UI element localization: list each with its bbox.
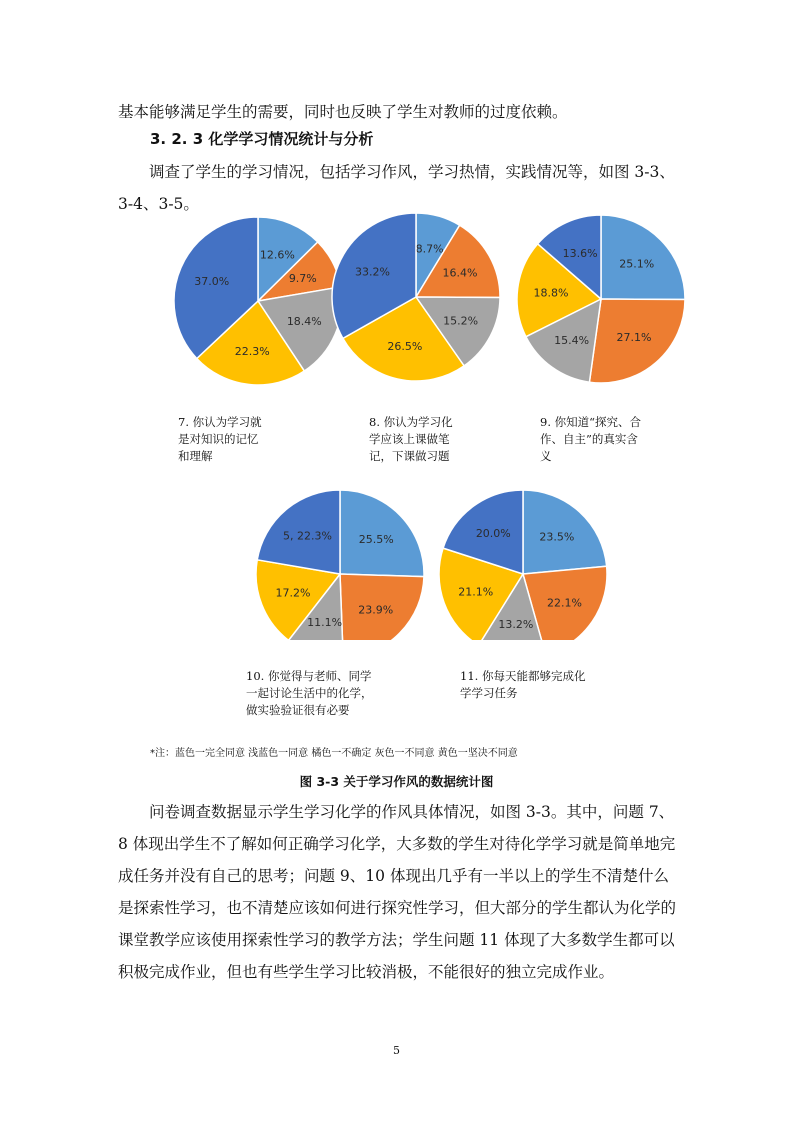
caption-q8: 8. 你认为学习化 学应该上课做笔 记，下课做习题	[369, 415, 453, 463]
pie-slice-label: 23.9%	[358, 603, 394, 617]
section-intro: 调查了学生的学习情况，包括学习作风，学习热情，实践情况等，如图 3-3、3-4、3-5。	[118, 163, 675, 213]
pie-slice-label: 18.4%	[286, 315, 322, 328]
pie-chart-q9	[517, 215, 685, 383]
caption-q11: 11. 你每天能都够完成化 学学习任务	[460, 669, 586, 700]
analysis-paragraph: 问卷调查数据显示学生学习化学的作风具体情况，如图 3-3。其中，问题 7、8 体现出学生不了解如何正确学习化学，大多数的学生对待化学学习就是简单地完成任务并没有自己的思考；问题 9、10 体现出几乎有一半以上的学生不清楚什么是探索性学习，也不清楚应该如何进行探究性学习，但大部分的学生都认为化学的课堂教学应该使用探索性学习的教学方法；学生问题 11 体现了大多数学生都可以积极完成作业，但也有些学生学习比较消极，不能很好的独立完成作业。	[118, 803, 677, 981]
pie-slice-label: 25.5%	[358, 532, 394, 546]
pie-slice-label: 21.1%	[458, 585, 494, 599]
caption-q9: 9. 你知道“探究、合 作、自主”的真实含 义	[540, 415, 642, 463]
section-heading: 3. 2. 3 化学学习情况统计与分析	[150, 130, 374, 148]
legend-note: *注：蓝色一完全同意 浅蓝色一同意 橘色一不确定 灰色一不同意 黄色一坚决不同意	[150, 748, 518, 759]
pie-slice-label: 15.4%	[554, 334, 590, 347]
pie-slice-label: 13.2%	[498, 617, 534, 631]
pie-slice-label: 13.6%	[562, 247, 598, 261]
pie-chart-q10	[256, 490, 424, 640]
pie-slice-label: 33.2%	[355, 265, 390, 279]
intro-line: 基本能够满足学生的需要，同时也反映了学生对教师的过度依赖。	[118, 103, 568, 121]
pie-chart-q7	[174, 217, 342, 385]
pie-slice-label: 26.5%	[387, 340, 423, 354]
figure-title: 图 3-3 关于学习作风的数据统计图	[299, 774, 494, 789]
pie-slice-label: 8.7%	[415, 242, 444, 256]
pie-slice-label: 17.2%	[275, 586, 311, 600]
pie-slice-label: 5, 22.3%	[283, 529, 332, 543]
pie-slice-label: 15.2%	[443, 314, 479, 328]
pie-slice-label: 12.6%	[259, 248, 295, 262]
pie-chart-q11	[439, 490, 607, 640]
pie-slice-label: 25.1%	[619, 257, 655, 271]
caption-q7: 7. 你认为学习就 是对知识的记忆 和理解	[178, 415, 262, 463]
pie-slice-label: 23.5%	[539, 530, 575, 544]
pie-slice-label: 18.8%	[533, 286, 569, 300]
pie-slice-label: 22.3%	[234, 345, 270, 359]
page-number: 5	[393, 1044, 400, 1057]
pie-slice-label: 9.7%	[288, 272, 317, 285]
pie-slice-label: 22.1%	[547, 596, 582, 610]
pie-slice-label: 20.0%	[475, 527, 511, 541]
pie-slice-label: 11.1%	[307, 616, 343, 629]
caption-q10: 10. 你觉得与老师、同学 一起讨论生活中的化学， 做实验验证很有必要	[246, 669, 373, 717]
pie-chart-q8	[332, 213, 500, 381]
pie-slice-label: 27.1%	[616, 331, 652, 345]
pie-slice-label: 37.0%	[194, 275, 230, 288]
pie-slice-label: 16.4%	[442, 266, 478, 280]
